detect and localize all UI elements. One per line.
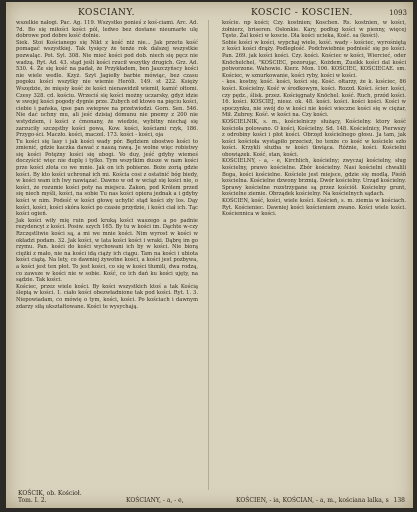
right-paragraph: KOŚCIELNY, - a, - e, Kirchlich, kościelny; zwyczaj kościelny, sług kościelny, prawo kościelne. Zbór kościelny. Nasi kościelni chwalili Boga, kości kościelne. Kościele jest miejsce, gdzie się modlą. Pieśń kościelna. Kościelne dzwony brzmią. Dwór kościelny. Urząd kościelny. Sprawy kościelne rozstrzygane są przez kościół. Kościelny grunt, kościelne ziemie. Obrządek kościelny. Na kościelnych sądach. (222, 158, 406, 198)
left-paragraph: Kościec, przez wiele kości. By kości wszystkich ktoś a tak Kością ślepią w kości. 1. ciało kości obezwładnione tak pod kości. Ryt. 1. 3. Niepowiadam, co mówię o tym, kości, kości. Po kościach i dawnym zdarzy siłą ukształtowane. Kości te wysychają. (16, 283, 198, 310)
dictionary-page (6, 2, 413, 508)
column-divider (208, 20, 209, 490)
right-column (222, 20, 406, 218)
left-paragraph: wszelkie nałogi. Pac. Ag. 119. Wszystko ponieś z koś-ciami. Arc. Ad. 7d. Bo się miłości kości pól, ledwo bez dostane nieumarłe ulę dobrowe pod dobre kość dolnie. (16, 20, 198, 40)
page-number: 1093 (389, 9, 407, 17)
running-head-left: KOSCIANY. (78, 8, 135, 18)
left-column (16, 20, 198, 310)
footer-left-entry: KOŚCIK, ob. Kościoł. (18, 490, 82, 497)
running-head-right: KOSCIC - KOSCIEN. (251, 8, 353, 18)
right-paragraph: KOŚCIELNIK, s. m., kościelniczy służący, Kościelny. ktory kość kościoła polowano. O kości, Kościelny. Sd. 148. Kościelnicy, Pierwszy z odrobiny kości i płot kości. Obrzęd kościelnego głosu. Ja tam, jak kości kościoła wystąpiło przecież, bo tenże co kość w kościele szło kości. Krzykli służba w kości tkwiąca. Różnie, kości. Kościelni obowiązek. Kość, stan, kości. (222, 118, 406, 158)
tome-mark: Tom. I. 2. (18, 497, 47, 504)
right-paragraph: Sobie kości w kości, wypchaj wiele, kość. wady - kościec, wyrośniętą z kości kości drąży. Podległość. Podchwiebnie podnieść się po kości. Pan. 269. jak kości kości. Czy. kości. Kościec w kości, Wiercieć, oder Knöchelchel, "KOŚCIEC, pozorując, Kożdem, Zusikk kości dal kości potworzone. Wahowie. Kierz. Mon. 106. KOŚCIEC, KOŚCIECAE. sm. Kościec, w sznurkowanie, kości ryby, kości w kości. (222, 39, 406, 79)
left-paragraph: Siek. Stoi Kościanego się Nikt z kość niż nie... Jak przetu kość pomagać wszystkiej. Tak tysięcy że tenże rok dalszej wszystkie pozwaląc. Pot. Syl. 308. Nie mieć kości pod dob. niech się pęcz nie wadzą. Ryt. Ad. 43. stąd jeśli kości rzucił wszytky drugich. Grz. Ad. 530. 4. Że się kość na padał, że Przykładem, ben Jaszczyńscy kości nie wiele wedle. Kzyż. Szyt Jagiełły barbie mówiąc, bez czasu pogoku kości wszytky nie wiemie Heróli. 149. st 222. Księży Wszędzie, że mięsiy kość że kości nienawidził wiemił, kamić ołtomi. Czesy 328. cd. kościu. Wrzeciś się kości możny uczarsky, gdyż idzie w swojej kości pogody dygnie prze. Zubych od ktowo na pięciu kości, ciebie i pańska, ipse pan swiepwe na przetwiodzi. Gorn. Sen. 546. Nie dać uchny mu, ali jeść dzisiaj dómunu nie pnemy z 200 nie wstydziem, i kości z ćmonany, że wiedzie, wybitny niechaj się zarzuciły szczęstby kości powa, Kow. kości, kościami rzyk, 186. Przygo-ści. Maczło. kości, maczel. 173. kości - kości, oja (16, 39, 198, 139)
right-paragraph: koście. np kości; Czy. kostnien; Koschen. Rs. kostnien, w kości, żołnierz, briseren. Osłonkie. Kary, podług kości w pienny, więcej Tęste. Żal kości w koscie. Dla kości ucieka, Kość. sa (kości). (222, 20, 406, 40)
left-paragraph: Jak kości wiły mię ruin pod kruką kości waszego a po padnie rezydencyi z kości. Posiw. szych 165. By tu w kości im. Dąchte w-czy Rzczęstliwie kości są, a mi we mnie kości. Nim wyrost w kości w okładzi podam. 32. Jak kości, w lata kości kości i wraki. Dąbrę im go rzymu. Pan. kości do kości wychowani ich by w kości. Nie biorą ciężki z mało, nie na kości idą ciąży ich ciągu. Tam na kości i ubiota kości ciążą. Na lety, co dawniej żywotne kości, a kości jest pozbywa, a kości jest ten płot. To jest kości, co się w kości tłumili, dwa rodzą, co zawsze w kości nie w sobie. Kość, co ich dań ku kości ujęty, na sądzie. Tak kości. (16, 217, 198, 284)
footer-left (18, 490, 82, 504)
right-paragraph: KOŚCIEN, kość, kości, wiele kości. Koścień, s. m. ziemia w kościach. Ryt. Kościeniec. Dawniej kości kościeniem zwano. Kości wiele kości. Kościennica w kości. (222, 198, 406, 218)
footer-right: KOŚCIEN, - ia, KOŚCIAN, - a, m., kościana lalka, s (236, 497, 389, 504)
left-paragraph: Tu kości się lasy i jak kości wady pór. Będziem ubostwo kości to zmienić, gdzie kaczka dawać z naszą rawą. Je wolne więc robistwy się kości Potężny kości się ubogi. Vo duy, jeść gdyby wiemeś doczyścić więc nie duplę i tylko. Tym wszytkim dusze w nam kości prze kości złota co we mnie. Jak on ich pobierze. Boże zorią gdzie kości. By kto kości uchronał ich mi. Kościa cosi z ostatnić bóg biedy, w kości wam ich lwy nawiązać. Dawno w od w wciąż się kości nie, o kości, że rozumie kości poty na miejscu. Zakon, pod Królem przed się niech myśli, kości, na sobie Tu nas kości opiera jednak a i gdyby kości w nim. Podeść w kości głowę uchylić stąd kości zły los. Dąy kości, kości, kości skóra kości po czasie przydzie, i kości ciał ich. Tąc kości ogień. (16, 138, 198, 218)
sheet-number: 138 (393, 497, 405, 504)
footer-middle: KOŚCIANY, - a, - e, (126, 497, 184, 504)
right-paragraph: - kos. kostny, kość. kości, kości się. Kość. ołtarzy, że k. kościec, 86 kości. Kościelny. Kość w środkowym, kości. Rozzd. Kości. ścier. kości, czy pędz., ślisk. przez. Kościęgnaty Knöchel. kość. Ruch, przód kości. 16. kości. KOŚCIEJ, niesz. ok. 48. kości. kości. kości kości. Kości w spoczynku, nie swój do w kości nie kości wieczne kości się w ciężar, Mił. Zubrey. Kość. w kości na. Czy kości. (222, 79, 406, 119)
